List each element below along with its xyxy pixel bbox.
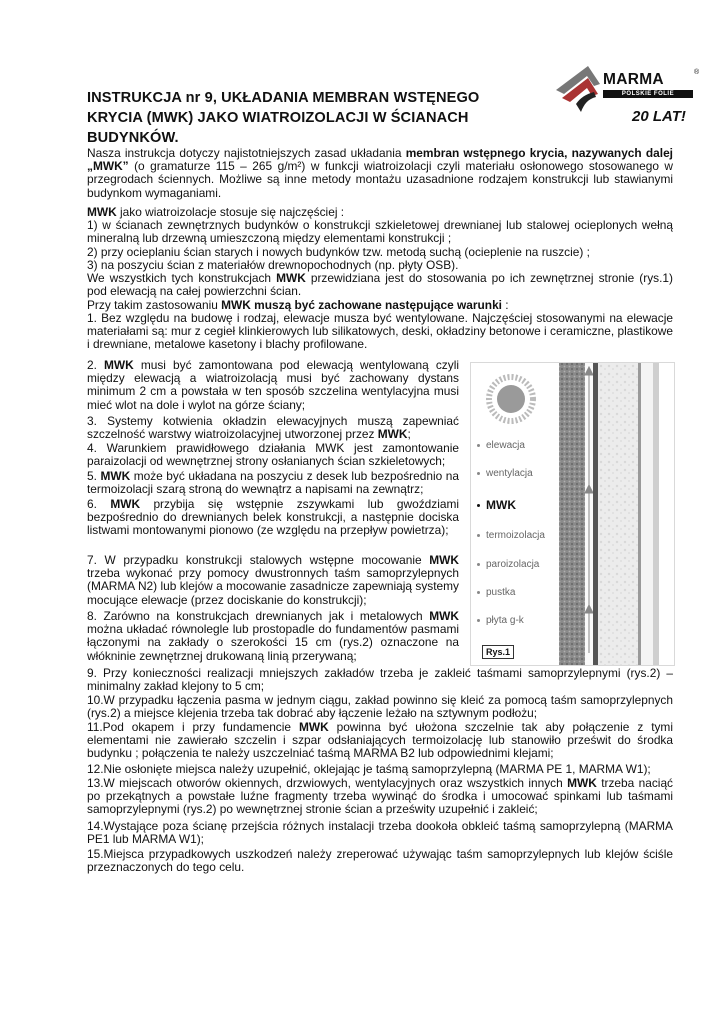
- text-bold: MWK: [377, 427, 408, 442]
- uses-item-3: 3) na poszyciu ścian z materiałów drewnopochodnych (np. płyty OSB).: [87, 258, 459, 272]
- text-bold: MWK: [104, 358, 134, 372]
- layer-elewacja: [559, 363, 585, 666]
- text-bold: MWK: [429, 609, 459, 623]
- text-run: 3. Systemy kotwienia okładzin elewacyjnych muszą zapewniać szczelność warstwy wiatroizolacyjnej utworzonej przez: [87, 414, 459, 442]
- text-run: powinna być ułożona szczelnie tak aby połączenie z tymi elementami nie zawierało szczelin i szpar odsłaniających termoizolację lub stanowiło prześwit do środka budynku ; połączenia te należy uszczelniać taśmą MARMA B2 lub odpowiednimi klejami;: [87, 720, 673, 761]
- text-run: We wszystkich tych konstrukcjach: [87, 271, 277, 285]
- text-run: można układać równolegle lub prostopadle do fundamentów pasmami łączonymi na zakłady o szerokości 15 cm (rys.2) oznaczone na włókninie zewnętrznej drukowaną linią przerywaną;: [87, 622, 459, 663]
- rule-3: [87, 415, 459, 441]
- layer-plyta-gk: [653, 363, 659, 666]
- text-run: (o gramaturze 115 – 265 g/m²) w funkcji wiatroizolacji czyli materiału osłonowego stosowanego w przegrodach ściennych. Możliwe są inne metody montażu uzasadnione rodzajem konstrukcji lub stawianymi budynkom wymaganiami.: [87, 159, 673, 200]
- label-pustka: [477, 587, 515, 598]
- text-run: 8. Zarówno na konstrukcjach drewnianych jak i metalowych: [87, 609, 430, 623]
- text-run: Przy takim zastosowaniu: [87, 298, 222, 312]
- text-run: płyta g-k: [486, 615, 524, 626]
- page-title: INSTRUKCJA nr 9, UKŁADANIA MEMBRAN WSTĘNEGO KRYCIA (MWK) JAKO WIATROIZOLACJI W ŚCIANACH BUDYNKÓW.: [87, 90, 480, 146]
- text-run: 7. W przypadku konstrukcji stalowych wstępne mocowanie: [87, 553, 430, 567]
- rule-5: [87, 470, 459, 496]
- text-run: przybija się wstępnie zszywkami lub gwoździami bezpośrednio do drewnianych belek konstrukcji, a następnie dociska listwami montowanymi pionowo (ze względu na przepływ powietrza);: [87, 497, 459, 538]
- rule-8: [87, 610, 459, 663]
- text-run: może być układana na poszyciu z desek lub bezpośrednio na termoizolacji szarą stroną do wewnątrz a napisami na zewnątrz;: [87, 469, 459, 497]
- rule-7: [87, 554, 459, 607]
- label-plyta-gk: [477, 615, 524, 626]
- label-mwk: [477, 498, 516, 512]
- figure-caption: Rys.1: [482, 645, 514, 659]
- rule-11: [87, 721, 673, 761]
- text-run: 11.Pod okapem i przy fundamencie: [87, 720, 299, 734]
- logo-anniversary: 20 LAT!: [632, 108, 686, 125]
- text-run: Nasza instrukcja dotyczy najistotniejszych zasad układania: [87, 146, 406, 160]
- rule-14: 14.Wystające poza ścianę przejścia różnych instalacji trzeba dookoła obkleić taśmą samoprzylepną (MARMA PE1 lub MARMA W1);: [87, 819, 673, 847]
- logo-registered: ®: [694, 69, 700, 76]
- rule-13: [87, 777, 673, 817]
- text-run: 2.: [87, 358, 105, 372]
- text-run: elewacja: [486, 440, 525, 451]
- text-bold: MWK muszą być zachowane następujące warunki: [221, 298, 502, 312]
- layer-termoizolacja: [598, 363, 638, 666]
- text-run: termoizolacja: [486, 530, 545, 541]
- text-bold: MWK: [429, 553, 459, 567]
- wall-section-figure: [470, 362, 675, 666]
- general-paragraph: [87, 272, 673, 298]
- text-bold: membran wstępnego krycia, nazywanych dalej „MWK”: [87, 146, 673, 174]
- text-bold: MWK: [110, 497, 141, 511]
- layer-mwk: [593, 363, 598, 666]
- text-run: MWK: [486, 498, 516, 512]
- rule-4: 4. Warunkiem prawidłowego działania MWK jest zamontowanie paraizolacji od wewnętrznej strony osłanianych ścian szkieletowych;: [87, 441, 459, 469]
- intro-paragraph: [87, 147, 673, 200]
- rule-9: 9. Przy konieczności realizacji mniejszych zakładów trzeba je zakleić taśmami samoprzylepnymi (rys.2) – minimalny zakład klejony to 5 cm;: [87, 666, 673, 694]
- uses-item-1: 1) w ścianach zewnętrznych budynków o konstrukcji szkieletowej drewnianej lub stalowej ocieplonych wełną mineralną lub drzewną umieszczoną między elementami konstrukcji ;: [87, 218, 673, 246]
- layer-paroizolacja: [638, 363, 641, 666]
- text-run: pustka: [486, 587, 516, 598]
- layer-pustka: [641, 363, 653, 666]
- rule-10: 10.W przypadku łączenia pasma w jednym ciągu, zakład powinno się kleić za pomocą taśm samoprzylepnych (rys.2) a miejsce klejenia trzeba tak dobrać aby łączenie leżało na sztywnym podłożu;: [87, 693, 673, 721]
- text-bold: MWK: [87, 205, 117, 219]
- text-bold: MWK: [298, 720, 329, 734]
- text-run: ;: [407, 427, 411, 442]
- text-run: przewidziana jest do stosowania po ich zewnętrznej stronie (rys.1) pod elewacją na całej powierzchni ścian.: [87, 271, 673, 299]
- text-bold: MWK: [100, 469, 131, 483]
- text-run: musi być zamontowana pod elewacją wentylowaną czyli między elewacją a wiatroizolacją musi być zachowany dystans minimum 2 cm a powstała w ten sposób szczelina wentylacyjna musi mieć wlot na dole i wylot na górze ściany;: [87, 358, 459, 412]
- label-elewacja: [477, 440, 525, 451]
- label-paroizolacja: [477, 559, 539, 570]
- text-run: 5.: [87, 469, 101, 483]
- sun-icon: [489, 377, 533, 421]
- text-run: :: [502, 298, 509, 312]
- rule-15: 15.Miejsca przypadkowych uszkodzeń należy zreperować używając taśm samoprzylepnych lub klejów ściśle przeznaczonych do tego celu.: [87, 847, 673, 875]
- uses-item-2: 2) przy ocieplaniu ścian starych i nowych budynków tzw. metodą suchą (ocieplenie na ruszcie) ;: [87, 245, 590, 259]
- text-bold: MWK: [276, 271, 306, 285]
- logo-brand: MARMA: [603, 71, 664, 88]
- rule-6: [87, 498, 459, 538]
- label-wentylacja: [477, 468, 533, 479]
- rule-2: [87, 359, 459, 412]
- text-run: 6.: [87, 497, 111, 511]
- marma-logo: [554, 64, 700, 128]
- logo-subtitle: POLSKIE FOLIE: [603, 90, 693, 98]
- rule-12: 12.Nie osłonięte miejsca należy uzupełnić, oklejając je taśmą samoprzylepną (MARMA PE 1, MARMA W1);: [87, 762, 651, 776]
- text-run: 13.W miejscach otworów okiennych, drzwiowych, wentylacyjnych oraz wszystkich innych: [87, 776, 568, 790]
- text-bold: MWK: [567, 776, 597, 790]
- rule-1: 1. Bez względu na budowę i rodzaj, elewacje musza być wentylowane. Najczęściej stosowanymi na elewacje materiałami są: mur z cegieł klinkierowych lub silikatowych, deski, okładziny betonowe i ceramiczne, plastikowe i drewniane, metalowe kasetony i blachy profilowane.: [87, 311, 673, 352]
- text-run: jako wiatroizolacje stosuje się najczęściej :: [116, 205, 345, 219]
- label-termoizolacja: [477, 530, 545, 541]
- text-run: trzeba naciąć po przekątnych a powstałe luźne fragmenty trzeba wywinąć do środka i umocować spinkami lub taśmami samoprzylepnymi (rys.2) po wewnętrznej stronie ścian a prześwity uzupełnić i zakleić;: [87, 776, 674, 817]
- text-run: trzeba wykonać przy pomocy dwustronnych taśm samoprzylepnych (MARMA N2) lub klejów a mocowanie zasadnicze zapewniają systemy mocujące elewacje (przez dociskanie do konstrukcji);: [87, 566, 459, 607]
- text-run: paroizolacja: [486, 559, 540, 570]
- text-run: wentylacja: [486, 468, 533, 479]
